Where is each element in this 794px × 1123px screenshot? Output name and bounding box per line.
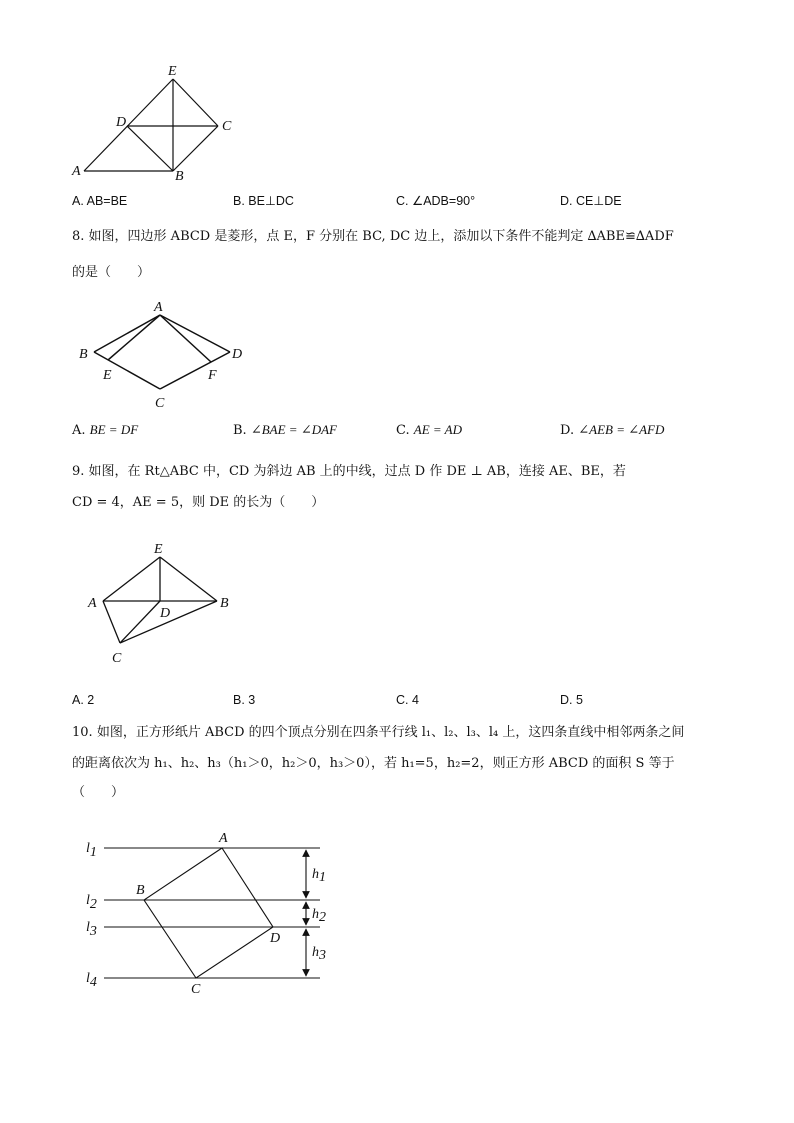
q10-label-h1: h1	[312, 867, 326, 885]
q9-stem-line2: CD = 4，AE = 5，则 DE 的长为（ ）	[72, 495, 325, 510]
q8-label-A: A	[154, 300, 163, 315]
q10-stem-text: 如图，正方形纸片 ABCD 的四个顶点分别在四条平行线 l₁、l₂、l₃、l₄ 上，这四条直线中相邻两条之间	[96, 725, 685, 740]
q8-stem-text: 如图，四边形 ABCD 是菱形，点 E，F 分别在 BC, DC 边上，添加以下条件不能判定 ∆ABE≌∆ADF	[88, 229, 674, 244]
option-text: BE⊥DC	[248, 194, 294, 208]
option-text: ∠ADB=90°	[411, 194, 476, 208]
q8-seg-AB	[94, 315, 160, 352]
q7-seg-DB	[127, 126, 173, 171]
q10-label-B: B	[136, 883, 145, 898]
q9-label-C: C	[112, 651, 122, 666]
option-letter: D.	[560, 693, 573, 707]
q10-stem-line3: （ ）	[72, 785, 125, 800]
q10-label-l2: l2	[86, 893, 97, 912]
q10-label-l3: l3	[86, 920, 97, 939]
q10-label-C: C	[191, 982, 201, 997]
q8-figure	[70, 295, 260, 415]
option-text: 2	[87, 693, 95, 707]
q8-option-a	[72, 421, 138, 440]
q8-seg-CD	[160, 352, 230, 389]
option-text: CE⊥DE	[575, 194, 622, 208]
q7-seg-EC	[173, 79, 218, 126]
option-text: 5	[575, 693, 583, 707]
q10-figure	[80, 828, 340, 998]
option-letter: C.	[396, 693, 409, 707]
option-letter: D.	[560, 423, 575, 438]
q7-option-c	[396, 192, 475, 210]
q9-option-a	[72, 691, 94, 709]
q9-label-B: B	[220, 596, 229, 611]
option-text: AE = AD	[413, 422, 463, 437]
q8-seg-AE	[108, 315, 160, 360]
q7-label-C: C	[222, 119, 232, 134]
option-text: AB=BE	[86, 194, 128, 208]
option-text: ∠AEB = ∠AFD	[578, 422, 665, 437]
q8-number: 8.	[72, 229, 85, 244]
option-text: ∠BAE = ∠DAF	[250, 422, 337, 437]
q7-label-E: E	[168, 64, 177, 79]
option-letter: A.	[72, 693, 84, 707]
q7-label-D: D	[116, 115, 127, 130]
q10-label-A: A	[219, 831, 228, 846]
q7-option-b	[233, 192, 294, 210]
q9-option-d	[560, 691, 583, 709]
q8-label-D: D	[232, 347, 243, 362]
q7-figure	[60, 60, 260, 185]
q10-stem-line1	[72, 724, 684, 742]
q7-option-d	[560, 192, 622, 210]
q7-label-B: B	[175, 169, 184, 184]
q8-label-B: B	[79, 347, 88, 362]
option-text: BE = DF	[89, 422, 139, 437]
q9-stem-text: 如图，在 Rt△ABC 中，CD 为斜边 AB 上的中线，过点 D 作 DE ⊥ AB，连接 AE、BE，若	[88, 464, 626, 479]
option-text: 4	[411, 693, 419, 707]
q9-label-E: E	[154, 542, 163, 557]
q9-seg-AE	[103, 557, 160, 601]
q8-label-C: C	[155, 396, 165, 411]
q9-option-c	[396, 691, 419, 709]
q9-label-A: A	[88, 596, 97, 611]
q9-seg-CD	[120, 601, 160, 643]
option-letter: B.	[233, 693, 245, 707]
q8-stem-line2: 的是（ ）	[72, 265, 151, 280]
option-letter: C.	[396, 194, 409, 208]
q9-number: 9.	[72, 464, 85, 479]
option-text: 3	[248, 693, 256, 707]
q7-seg-CB	[173, 126, 218, 171]
q8-stem-line1	[72, 228, 674, 246]
q7-label-A: A	[72, 164, 81, 179]
q10-label-D: D	[270, 931, 281, 946]
q9-stem-line1	[72, 463, 626, 481]
q9-seg-AC	[103, 601, 120, 643]
q9-option-b	[233, 691, 255, 709]
option-letter: A.	[72, 194, 84, 208]
q10-stem-line2: 的距离依次为 h₁、h₂、h₃（h₁＞0，h₂＞0，h₃＞0），若 h₁=5，h₂=2，则正方形 ABCD 的面积 S 等于	[72, 756, 675, 771]
q8-option-d	[560, 421, 664, 440]
option-letter: C.	[396, 423, 410, 438]
option-letter: D.	[560, 194, 573, 208]
q9-label-D: D	[160, 606, 171, 621]
q10-label-l1: l1	[86, 841, 97, 860]
q8-label-E: E	[103, 368, 112, 383]
option-letter: B.	[233, 194, 245, 208]
q10-number: 10.	[72, 725, 93, 740]
q10-label-l4: l4	[86, 971, 97, 990]
q9-figure	[80, 535, 250, 670]
q8-label-F: F	[208, 368, 217, 383]
q8-option-b	[233, 421, 337, 440]
q10-square-abcd	[144, 848, 273, 978]
q7-option-a	[72, 192, 127, 210]
option-letter: A.	[72, 423, 86, 438]
q10-label-h3: h3	[312, 945, 326, 963]
q8-option-c	[396, 421, 462, 440]
q9-seg-EB	[160, 557, 217, 601]
option-letter: B.	[233, 423, 247, 438]
q10-label-h2: h2	[312, 907, 326, 925]
